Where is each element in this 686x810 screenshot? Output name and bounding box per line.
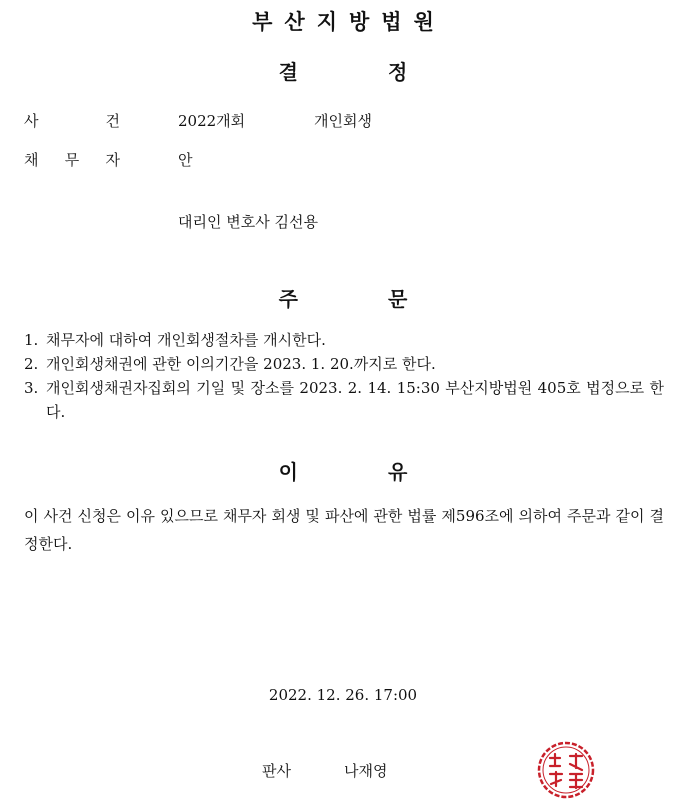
debtor-label-char-2: 무	[64, 151, 80, 169]
reason-heading	[0, 456, 686, 485]
judge-title: 판사	[262, 762, 291, 780]
reason-heading-char-2: 유	[388, 460, 408, 484]
document-title-char-1: 결	[278, 60, 298, 84]
judge-name: 나재영	[344, 762, 388, 780]
debtor-label-char-1: 채	[24, 151, 39, 169]
order-heading-char-1: 주	[278, 287, 298, 311]
order-item-text: 개인회생채권에 관한 이의기간을 2023. 1. 20.까지로 한다.	[46, 355, 436, 373]
order-list	[24, 328, 664, 424]
court-seal-icon	[536, 740, 596, 800]
debtor-label	[24, 149, 120, 170]
case-type: 개인회생	[314, 112, 372, 130]
case-label-char-1: 사	[24, 112, 39, 130]
decision-date: 2022. 12. 26. 17:00	[268, 686, 418, 704]
order-item-text: 채무자에 대하여 개인회생절차를 개시한다.	[46, 331, 326, 349]
order-item-2	[24, 352, 664, 376]
order-item-number: 3.	[24, 379, 39, 397]
order-item-number: 1.	[24, 331, 39, 349]
case-label-char-2: 건	[105, 112, 120, 130]
court-name: 부산지방법원	[252, 10, 446, 34]
case-label	[24, 110, 120, 131]
reason-heading-char-1: 이	[278, 460, 298, 484]
order-item-text: 개인회생채권자집회의 기일 및 장소를 2023. 2. 14. 15:30 부산지방법원 405호 법정으로 한다.	[46, 379, 664, 421]
order-item-1	[24, 328, 664, 352]
order-item-3	[24, 376, 664, 424]
debtor-name: 안	[178, 151, 193, 169]
document-title	[0, 56, 686, 85]
order-heading-char-2: 문	[388, 287, 408, 311]
reason-text: 이 사건 신청은 이유 있으므로 채무자 회생 및 파산에 관한 법률 제596조에 의하여 주문과 같이 결정한다.	[24, 507, 664, 553]
order-heading	[0, 283, 686, 312]
case-number: 2022개회	[178, 112, 246, 130]
document-title-char-2: 정	[388, 60, 408, 84]
agent-line: 대리인 변호사 김선용	[178, 213, 318, 231]
debtor-label-char-3: 자	[105, 151, 120, 169]
order-item-number: 2.	[24, 355, 39, 373]
